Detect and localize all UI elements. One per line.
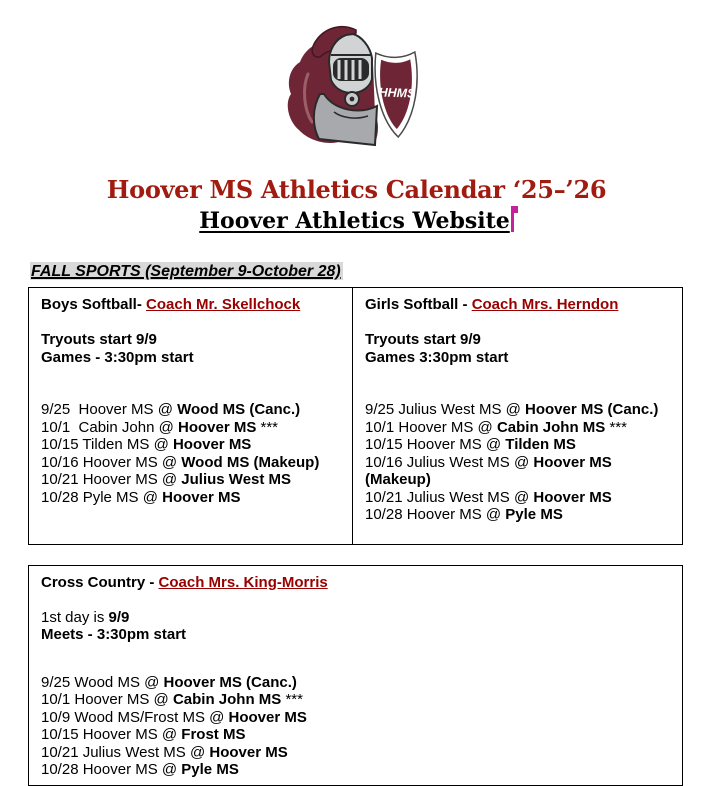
home-team: Julius West MS bbox=[181, 471, 292, 488]
text-segment: 10/9 Wood MS/Frost MS @ bbox=[41, 708, 229, 726]
boys-softball-games bbox=[41, 401, 344, 506]
text-segment: 10/16 Hoover MS @ bbox=[41, 453, 182, 471]
text-segment: 10/1 Hoover MS @ bbox=[365, 418, 497, 436]
schedule-line bbox=[365, 506, 674, 524]
text-segment: 10/1 Hoover MS @ bbox=[41, 691, 173, 708]
schedule-line bbox=[41, 744, 674, 762]
home-team: Meets - 3:30pm start bbox=[41, 626, 187, 643]
home-team: Cabin John MS bbox=[172, 691, 282, 708]
info-line bbox=[41, 609, 674, 627]
schedule-line bbox=[41, 436, 344, 454]
info-line bbox=[41, 349, 344, 367]
schedule-line bbox=[41, 419, 344, 437]
athletics-website-link[interactable]: Hoover Athletics Website bbox=[199, 208, 510, 234]
home-team: Hoover MS (Canc.) bbox=[525, 401, 659, 418]
home-team: Wood MS (Makeup) bbox=[181, 453, 320, 471]
text-segment: 10/28 Pyle MS @ bbox=[41, 488, 163, 506]
home-team: Hoover MS (Makeup) bbox=[365, 453, 616, 488]
shield bbox=[374, 51, 420, 138]
schedule-line bbox=[365, 419, 674, 437]
knight-mascot-logo bbox=[282, 22, 432, 160]
home-team: 9/9 bbox=[108, 608, 130, 626]
text-segment: 10/16 Julius West MS @ bbox=[365, 453, 534, 471]
home-team: Games - 3:30pm start bbox=[41, 348, 194, 366]
fall-sports-table bbox=[28, 287, 683, 545]
home-team: Tryouts start 9/9 bbox=[41, 331, 157, 348]
text-segment: *** bbox=[605, 418, 627, 436]
text-segment: 10/21 Julius West MS @ bbox=[365, 488, 534, 506]
home-team: Hoover MS bbox=[533, 488, 612, 506]
home-team: Cabin John MS bbox=[496, 418, 606, 436]
text-segment: 9/25 Hoover MS @ bbox=[41, 401, 178, 418]
home-team: Tryouts start 9/9 bbox=[365, 331, 481, 348]
text-segment: 10/28 Hoover MS @ bbox=[365, 506, 506, 523]
cross-country-games bbox=[41, 674, 674, 779]
cross-country-cell bbox=[29, 565, 683, 785]
boys-softball-coach-link[interactable]: Coach Mr. Skellchock bbox=[146, 296, 301, 313]
shield-text: HHMS bbox=[377, 85, 416, 101]
schedule-line bbox=[41, 674, 674, 692]
text-segment: 10/21 Julius West MS @ bbox=[41, 743, 210, 761]
home-team: Frost MS bbox=[181, 726, 246, 743]
home-team: Pyle MS bbox=[505, 506, 563, 523]
schedule-line bbox=[41, 471, 344, 489]
page-title: Hoover MS Athletics Calendar ‘25–’26 bbox=[106, 175, 607, 204]
subtitle-line bbox=[0, 206, 713, 236]
schedule-line bbox=[365, 436, 674, 454]
table-row bbox=[29, 565, 683, 785]
boys-softball-cell bbox=[29, 288, 353, 545]
boys-softball-header bbox=[41, 296, 344, 314]
text-segment: 9/25 Julius West MS @ bbox=[365, 401, 526, 418]
home-team: Hoover MS bbox=[228, 708, 307, 726]
home-team: Pyle MS bbox=[181, 761, 239, 778]
cross-country-info bbox=[41, 609, 674, 644]
text-segment: *** bbox=[256, 418, 279, 436]
text-cursor bbox=[511, 206, 514, 232]
fall-sports-heading-text: FALL SPORTS (September 9-October 28) bbox=[31, 263, 341, 280]
home-team: Hoover MS (Canc.) bbox=[163, 673, 297, 691]
cross-country-table bbox=[28, 565, 683, 786]
info-line bbox=[365, 349, 674, 367]
schedule-line bbox=[41, 726, 674, 744]
school-logo bbox=[282, 22, 432, 165]
schedule-line bbox=[41, 691, 674, 709]
schedule-line bbox=[41, 454, 344, 472]
text-segment: 10/15 Tilden MS @ bbox=[41, 436, 173, 453]
text-segment: 10/15 Hoover MS @ bbox=[41, 726, 182, 743]
document-page bbox=[0, 22, 713, 781]
sport-name: Cross Country - bbox=[41, 573, 159, 591]
home-team: Hoover MS bbox=[209, 743, 288, 761]
home-team: Hoover MS bbox=[177, 418, 257, 436]
schedule-line bbox=[41, 401, 344, 419]
home-team: Hoover MS bbox=[162, 488, 241, 506]
cross-country-header bbox=[41, 574, 674, 592]
info-line bbox=[365, 331, 674, 349]
girls-softball-info bbox=[365, 331, 674, 366]
schedule-line bbox=[365, 401, 674, 419]
girls-softball-games bbox=[365, 401, 674, 524]
info-line bbox=[41, 331, 344, 349]
text-segment: *** bbox=[281, 691, 303, 708]
text-segment: 10/1 Cabin John @ bbox=[41, 418, 178, 436]
home-team: Wood MS (Canc.) bbox=[177, 401, 301, 418]
table-row bbox=[29, 288, 683, 545]
info-line bbox=[41, 626, 674, 644]
fall-sports-heading bbox=[30, 262, 713, 282]
schedule-line bbox=[41, 709, 674, 727]
text-segment: 10/28 Hoover MS @ bbox=[41, 761, 182, 778]
boys-softball-info bbox=[41, 331, 344, 366]
home-team: Games 3:30pm start bbox=[365, 348, 509, 366]
text-segment: 1st day is bbox=[41, 608, 109, 626]
schedule-line bbox=[41, 489, 344, 507]
girls-softball-cell bbox=[353, 288, 683, 545]
girls-softball-coach-link[interactable]: Coach Mrs. Herndon bbox=[471, 296, 619, 313]
text-segment: 9/25 Wood MS @ bbox=[41, 673, 164, 691]
sport-name: Girls Softball - bbox=[365, 296, 472, 313]
home-team: Tilden MS bbox=[505, 436, 576, 453]
text-segment: 10/21 Hoover MS @ bbox=[41, 471, 182, 488]
girls-softball-header bbox=[365, 296, 674, 314]
schedule-line bbox=[41, 761, 674, 779]
home-team: Hoover MS bbox=[172, 436, 252, 453]
cross-country-coach-link[interactable]: Coach Mrs. King-Morris bbox=[158, 573, 328, 591]
schedule-line bbox=[365, 454, 674, 489]
text-segment: 10/15 Hoover MS @ bbox=[365, 436, 506, 453]
schedule-line bbox=[365, 489, 674, 507]
sport-name: Boys Softball- bbox=[41, 296, 147, 313]
